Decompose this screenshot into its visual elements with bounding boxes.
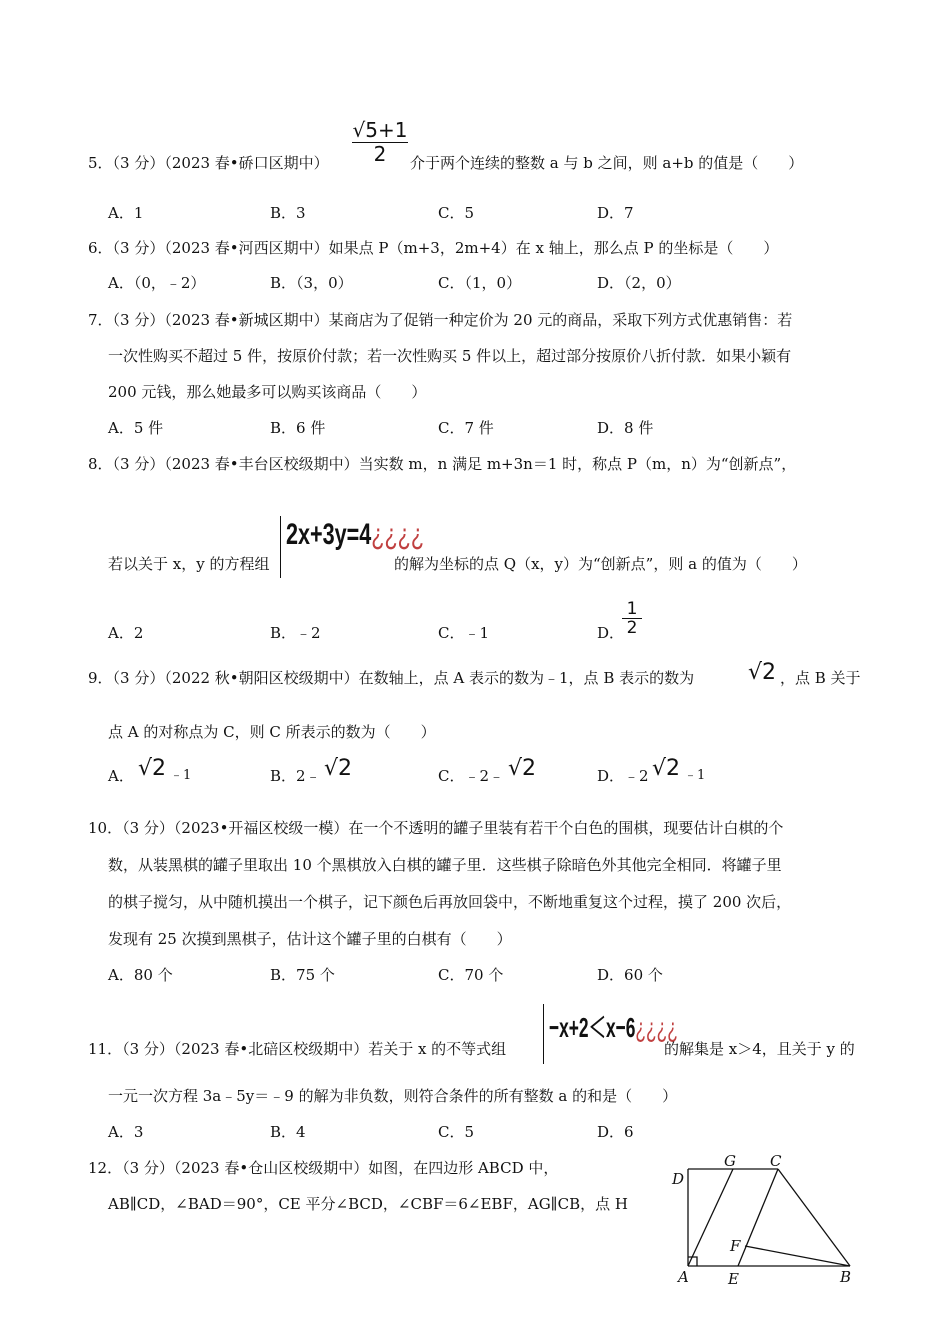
q11-brace bbox=[543, 1004, 544, 1064]
q5-fraction bbox=[352, 118, 408, 165]
q8-option-d-numerator: 1 bbox=[626, 599, 638, 619]
q12-line-2: AB∥CD，∠BAD＝90°，CE 平分∠BCD，∠CBF＝6∠EBF，AG∥CB，点 H bbox=[108, 1195, 628, 1213]
q8-equation-system bbox=[280, 516, 425, 580]
q11-inequality-junk: ¿¿¿¿ bbox=[635, 1012, 678, 1043]
q5-stem-suffix: 介于两个连续的整数 a 与 b 之间，则 a+b 的值是（ ） bbox=[410, 154, 804, 172]
label-f: F bbox=[730, 1237, 741, 1255]
q7-line-1: 7．（3 分）（2023 春•新城区期中）某商店为了促销一种定价为 20 元的商品，采取下列方式优惠销售：若 bbox=[88, 311, 793, 329]
q8-option-d-fraction bbox=[622, 600, 642, 637]
q9-option-c-label: C．﹣2﹣ bbox=[438, 767, 505, 785]
q6-option-b: B．（3，0） bbox=[270, 274, 353, 292]
q11-line-2: 一元一次方程 3a﹣5y＝﹣9 的解为非负数，则符合条件的所有整数 a 的和是（ ） bbox=[108, 1087, 678, 1105]
q11-option-b: B．4 bbox=[270, 1123, 306, 1141]
label-e: E bbox=[728, 1270, 739, 1288]
q8-option-d: D． bbox=[597, 624, 625, 642]
segment-ag bbox=[688, 1169, 733, 1266]
q5-fraction-denominator: 2 bbox=[373, 142, 387, 166]
q9-line-1-prefix: 9．（3 分）（2022 秋•朝阳区校级期中）在数轴上，点 A 表示的数为﹣1，点 B 表示的数为 bbox=[88, 669, 695, 687]
q8-line-2-prefix: 若以关于 x，y 的方程组 bbox=[108, 555, 270, 573]
q5-option-b: B．3 bbox=[270, 204, 306, 222]
q9-option-a-sqrt: √2 bbox=[138, 756, 167, 781]
q9-sqrt2: √2 bbox=[748, 660, 777, 685]
q8-line-2-suffix: 的解为坐标的点 Q（x，y）为“创新点”，则 a 的值为（ ） bbox=[394, 555, 807, 573]
q11-option-c: C．5 bbox=[438, 1123, 475, 1141]
q8-brace bbox=[280, 516, 281, 578]
segment-fb bbox=[745, 1246, 850, 1266]
q7-line-2: 一次性购买不超过 5 件，按原价付款；若一次性购买 5 件以上，超过部分按原价八折付款．如果小颖有 bbox=[108, 347, 792, 365]
q9-option-a-tail: ﹣1 bbox=[170, 768, 192, 783]
q10-option-d: D．60 个 bbox=[597, 966, 663, 984]
q5-option-d: D．7 bbox=[597, 204, 634, 222]
q6-option-a: A．（0，﹣2） bbox=[108, 274, 206, 292]
q7-line-3: 200 元钱，那么她最多可以购买该商品（ ） bbox=[108, 383, 427, 401]
q10-line-3: 的棋子搅匀，从中随机摸出一个棋子，记下颜色后再放回袋中，不断地重复这个过程，摸了 200 次后， bbox=[108, 893, 792, 911]
q5-stem-prefix: 5．（3 分）（2023 春•硚口区期中） bbox=[88, 154, 329, 172]
label-a: A bbox=[678, 1268, 689, 1286]
q9-option-d-sqrt: √2 bbox=[652, 756, 681, 781]
q6-option-d: D．（2，0） bbox=[597, 274, 681, 292]
q11-line-1-prefix: 11．（3 分）（2023 春•北碚区校级期中）若关于 x 的不等式组 bbox=[88, 1040, 507, 1058]
q6-option-c: C．（1，0） bbox=[438, 274, 522, 292]
segment-cb bbox=[778, 1169, 850, 1266]
label-d: D bbox=[672, 1170, 685, 1188]
q7-option-d: D．8 件 bbox=[597, 419, 654, 437]
q5-fraction-numerator: √5+1 bbox=[352, 118, 408, 142]
q8-option-d-denominator: 2 bbox=[626, 618, 638, 638]
q11-option-a: A．3 bbox=[108, 1123, 144, 1141]
q9-option-a-label: A． bbox=[108, 767, 134, 785]
q8-line-1: 8．（3 分）（2023 春•丰台区校级期中）当实数 m，n 满足 m+3n＝1 时，称点 P（m，n）为“创新点”， bbox=[88, 455, 797, 473]
q10-line-1: 10．（3 分）（2023•开福区校级一模）在一个不透明的罐子里装有若干个白色的围棋，现要估计白棋的个 bbox=[88, 819, 784, 837]
q5-option-c: C．5 bbox=[438, 204, 475, 222]
q6-stem: 6．（3 分）（2023 春•河西区期中）如果点 P（m+3，2m+4）在 x 轴上，那么点 P 的坐标是（ ） bbox=[88, 239, 779, 257]
q10-option-a: A．80 个 bbox=[108, 966, 173, 984]
q9-option-d-tail: ﹣1 bbox=[684, 768, 706, 783]
q5-option-a: A．1 bbox=[108, 204, 144, 222]
q9-option-b-label: B．2﹣ bbox=[270, 767, 321, 785]
q8-option-a: A．2 bbox=[108, 624, 144, 642]
q10-line-4: 发现有 25 次摸到黑棋子，估计这个罐子里的白棋有（ ） bbox=[108, 930, 512, 948]
q11-inequality-text: −x+2＜x−6 bbox=[549, 1012, 636, 1043]
q12-geometry-figure bbox=[660, 1150, 860, 1290]
q11-line-1-suffix: 的解集是 x＞4，且关于 y 的 bbox=[664, 1040, 855, 1058]
q10-line-2: 数，从装黑棋的罐子里取出 10 个黑棋放入白棋的罐子里．这些棋子除暗色外其他完全相同．将罐子里 bbox=[108, 856, 782, 874]
label-g: G bbox=[724, 1152, 736, 1170]
q9-option-d-label: D．﹣2 bbox=[597, 767, 649, 785]
q8-option-b: B．﹣2 bbox=[270, 624, 321, 642]
q10-option-c: C．70 个 bbox=[438, 966, 504, 984]
q8-option-c: C．﹣1 bbox=[438, 624, 490, 642]
q11-option-d: D．6 bbox=[597, 1123, 634, 1141]
q7-option-c: C．7 件 bbox=[438, 419, 494, 437]
label-c: C bbox=[770, 1152, 782, 1170]
q11-inequality-system bbox=[543, 1004, 678, 1066]
q11-inequality bbox=[549, 1006, 678, 1046]
q10-option-b: B．75 个 bbox=[270, 966, 335, 984]
label-b: B bbox=[840, 1268, 852, 1286]
q12-line-1: 12．（3 分）（2023 春•仓山区校级期中）如图，在四边形 ABCD 中， bbox=[88, 1159, 559, 1177]
right-angle-mark bbox=[688, 1257, 697, 1266]
q8-equation bbox=[286, 518, 424, 552]
q7-option-b: B．6 件 bbox=[270, 419, 326, 437]
q7-option-a: A．5 件 bbox=[108, 419, 164, 437]
q8-equation-text: 2x+3y=4 bbox=[286, 518, 372, 551]
q9-option-c-sqrt: √2 bbox=[508, 756, 537, 781]
q9-line-1-suffix: ，点 B 关于 bbox=[780, 669, 861, 687]
q9-line-2: 点 A 的对称点为 C，则 C 所表示的数为（ ） bbox=[108, 723, 436, 741]
q8-equation-junk: ¿¿¿¿ bbox=[371, 518, 425, 551]
q9-option-b-sqrt: √2 bbox=[324, 756, 353, 781]
